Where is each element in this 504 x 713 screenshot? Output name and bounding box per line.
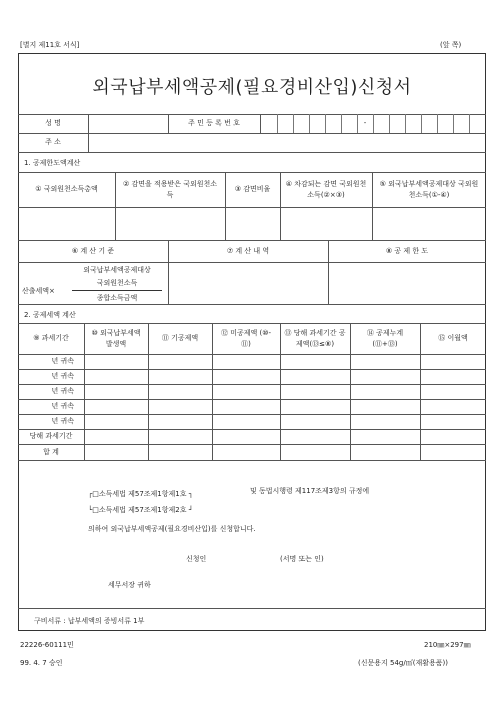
col-calc-basis: ⑥ 계 산 기 준 bbox=[71, 246, 115, 255]
request-text: 의하여 외국납부세액공제(필요경비산입)를 신청합니다. bbox=[88, 525, 256, 533]
formula-prefix: 산출세액× bbox=[22, 287, 55, 295]
law-option-2[interactable]: 소득세법 제57조제1항제2호 bbox=[98, 506, 187, 514]
law-bracket: ┌□소득세법 제57조제1항제1호 ┐ └□소득세법 제57조제1항제2호 ┘ bbox=[88, 490, 193, 514]
reduction-rate-field[interactable] bbox=[227, 209, 278, 238]
credit-table-body[interactable] bbox=[86, 356, 484, 458]
name-field[interactable] bbox=[90, 116, 166, 131]
address-label: 주 소 bbox=[45, 138, 61, 147]
row-label-year4: 년 귀속 bbox=[51, 402, 74, 411]
col-already-credited: ⑪ 기공제액 bbox=[161, 334, 199, 343]
foreign-income-total-field[interactable] bbox=[20, 209, 113, 238]
form-title: 외국납부세액공제(필요경비산입)신청서 bbox=[92, 77, 412, 98]
credit-target-income-field[interactable] bbox=[374, 209, 484, 238]
addressee-text: 세무서장 귀하 bbox=[108, 581, 151, 589]
col-foreign-income-total: ① 국외원천소득총액 bbox=[35, 185, 98, 194]
col-carryover: ⑮ 이월액 bbox=[438, 334, 468, 343]
formula-numerator-line1: 외국납부세액공제대상 bbox=[83, 266, 151, 274]
section2-heading: 2. 공제세액 계산 bbox=[24, 311, 76, 319]
formula-numerator-line2: 국외원천소득 bbox=[96, 279, 138, 287]
row-label-total: 합 계 bbox=[43, 447, 59, 456]
section1-heading: 1. 공제한도액계산 bbox=[24, 159, 81, 167]
form-code: 22226-60111민 bbox=[20, 641, 74, 649]
rrn-label: 주 민 등 록 번 호 bbox=[188, 119, 240, 128]
calc-detail-field[interactable] bbox=[170, 264, 326, 302]
rrn-dash: - bbox=[363, 119, 367, 128]
row-label-year5: 년 귀속 bbox=[51, 417, 74, 426]
formula-denominator: 종합소득금액 bbox=[96, 294, 138, 302]
col-tax-period: ⑨ 과세기간 bbox=[33, 334, 69, 343]
row-label-year2: 년 귀속 bbox=[51, 372, 74, 381]
applicant-label: 신청인 bbox=[186, 555, 207, 563]
col-reduction-rate: ③ 감면비율 bbox=[234, 185, 271, 194]
form-number: [별지 제11호 서식] bbox=[20, 41, 80, 49]
col-credit-limit: ⑧ 공 제 한 도 bbox=[385, 246, 429, 255]
law-option-1[interactable]: 소득세법 제57조제1항제1호 bbox=[98, 490, 187, 498]
col-foreign-tax-paid: ⑩ 외국납부세액 발생액 bbox=[91, 329, 141, 348]
col-deducted-reduction: ④ 차감되는 감면 국외원천소득(②×③) bbox=[285, 180, 367, 199]
paper-size: 210㎜×297㎜ bbox=[424, 641, 471, 649]
applicant-sign-field[interactable] bbox=[212, 550, 278, 564]
col-reduced-income: ② 감면을 적용받은 국외원천소득 bbox=[122, 180, 218, 199]
reduced-income-field[interactable] bbox=[117, 209, 223, 238]
address-field[interactable] bbox=[90, 135, 484, 150]
col-uncredited: ⑫ 미공제액 (⑩-⑪) bbox=[220, 329, 272, 348]
paper-type: (신문용지 54g/㎡(재활용품)) bbox=[358, 659, 448, 667]
col-credit-cumulative: ⑭ 공제누계 (⑪+⑬) bbox=[366, 329, 404, 348]
sign-label: (서명 또는 인) bbox=[280, 555, 324, 563]
attachments-text: 구비서류 : 납부세액의 증빙서류 1부 bbox=[34, 617, 145, 625]
approval-date: 99. 4. 7 승인 bbox=[20, 659, 63, 667]
row-label-year1: 년 귀속 bbox=[51, 357, 74, 366]
col-current-credit: ⑬ 당해 과세기간 공제액(⑬≤⑧) bbox=[284, 329, 346, 348]
law-tail-text: 및 동법시행령 제117조제3항의 규정에 bbox=[250, 487, 370, 495]
page-side-label: (앞 쪽) bbox=[440, 41, 462, 49]
row-label-current-period: 당해 과세기간 bbox=[29, 432, 73, 441]
col-credit-target-income: ⑤ 외국납부세액공제대상 국외원천소득(①-④) bbox=[379, 180, 479, 199]
row-label-year3: 년 귀속 bbox=[51, 387, 74, 396]
col-calc-detail: ⑦ 계 산 내 역 bbox=[226, 246, 270, 255]
formula-fraction-bar bbox=[72, 290, 162, 291]
credit-limit-field[interactable] bbox=[330, 264, 484, 302]
deducted-reduction-field[interactable] bbox=[282, 209, 370, 238]
name-label: 성 명 bbox=[45, 119, 61, 128]
rrn-field[interactable] bbox=[262, 116, 484, 131]
